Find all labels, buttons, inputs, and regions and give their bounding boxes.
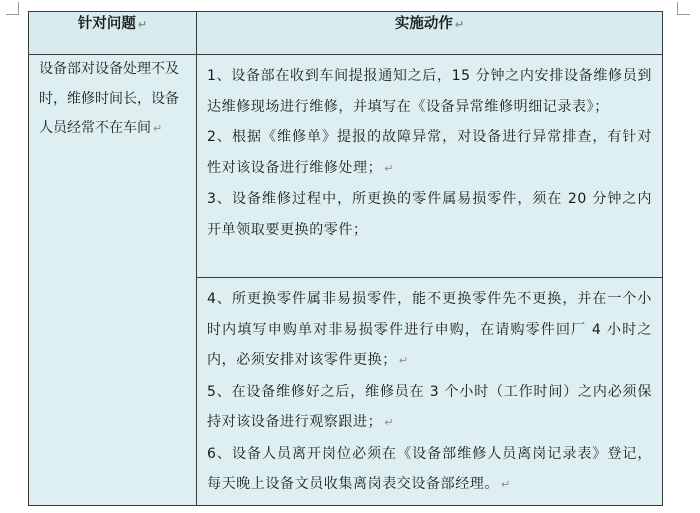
paragraph-mark: ↵ <box>153 122 163 135</box>
crop-mark-top-left <box>6 2 19 15</box>
action-item-6 <box>207 439 652 501</box>
paragraph-mark: ↵ <box>454 18 465 31</box>
action-item-6-text: 6、设备人员离开岗位必须在《设备部维修人员离岗记录表》登记，每天晚上设备文员收集离岗表交设备部经理。 <box>207 445 652 492</box>
action-item-1-text: 1、设备部在收到车间提报通知之后，15 分钟之内安排设备维修员到达维修现场进行维修，并填写在《设备异常维修明细记录表》； <box>207 68 652 115</box>
paragraph-mark: ↵ <box>384 161 395 175</box>
action-item-2 <box>207 122 652 184</box>
header-issue <box>29 12 197 55</box>
paragraph-mark: ↵ <box>384 416 395 429</box>
actions-cell-2 <box>197 278 663 506</box>
paragraph-mark: ↵ <box>137 18 148 31</box>
action-item-3 <box>207 184 652 245</box>
issue-cell <box>29 55 197 506</box>
issue-action-table <box>28 11 663 506</box>
issue-text: 设备部对设备处理不及时，维修时间长，设备人员经常不在车间 <box>39 61 179 136</box>
paragraph-mark: ↵ <box>398 354 409 367</box>
action-item-1 <box>207 61 652 122</box>
header-action <box>197 12 663 55</box>
action-item-3-text: 3、设备维修过程中，所更换的零件属易损零件，须在 20 分钟之内开单领取要更换的零件； <box>207 191 652 238</box>
action-item-5 <box>207 377 652 439</box>
table-header-row <box>29 12 663 55</box>
paragraph-mark: ↵ <box>501 478 511 491</box>
action-item-5-text: 5、在设备维修好之后，维修员在 3 个小时（工作时间）之内必须保持对该设备进行观察跟进； <box>207 383 652 430</box>
action-item-4 <box>207 284 652 377</box>
table-row <box>29 55 663 278</box>
action-item-4-text: 4、所更换零件属非易损零件，能不更换零件先不更换，并在一个小时内填写申购单对非易损零件进行申购，在请购零件回厂 4 小时之内，必须安排对该零件更换； <box>207 291 652 368</box>
action-item-2-text: 2、根据《维修单》提报的故障异常，对设备进行异常排查，有针对性对该设备进行维修处理； <box>207 129 652 176</box>
crop-mark-top-right <box>677 2 690 15</box>
header-issue-label: 针对问题 <box>77 16 136 32</box>
header-action-label: 实施动作 <box>394 16 453 32</box>
actions-cell-1 <box>197 55 663 278</box>
